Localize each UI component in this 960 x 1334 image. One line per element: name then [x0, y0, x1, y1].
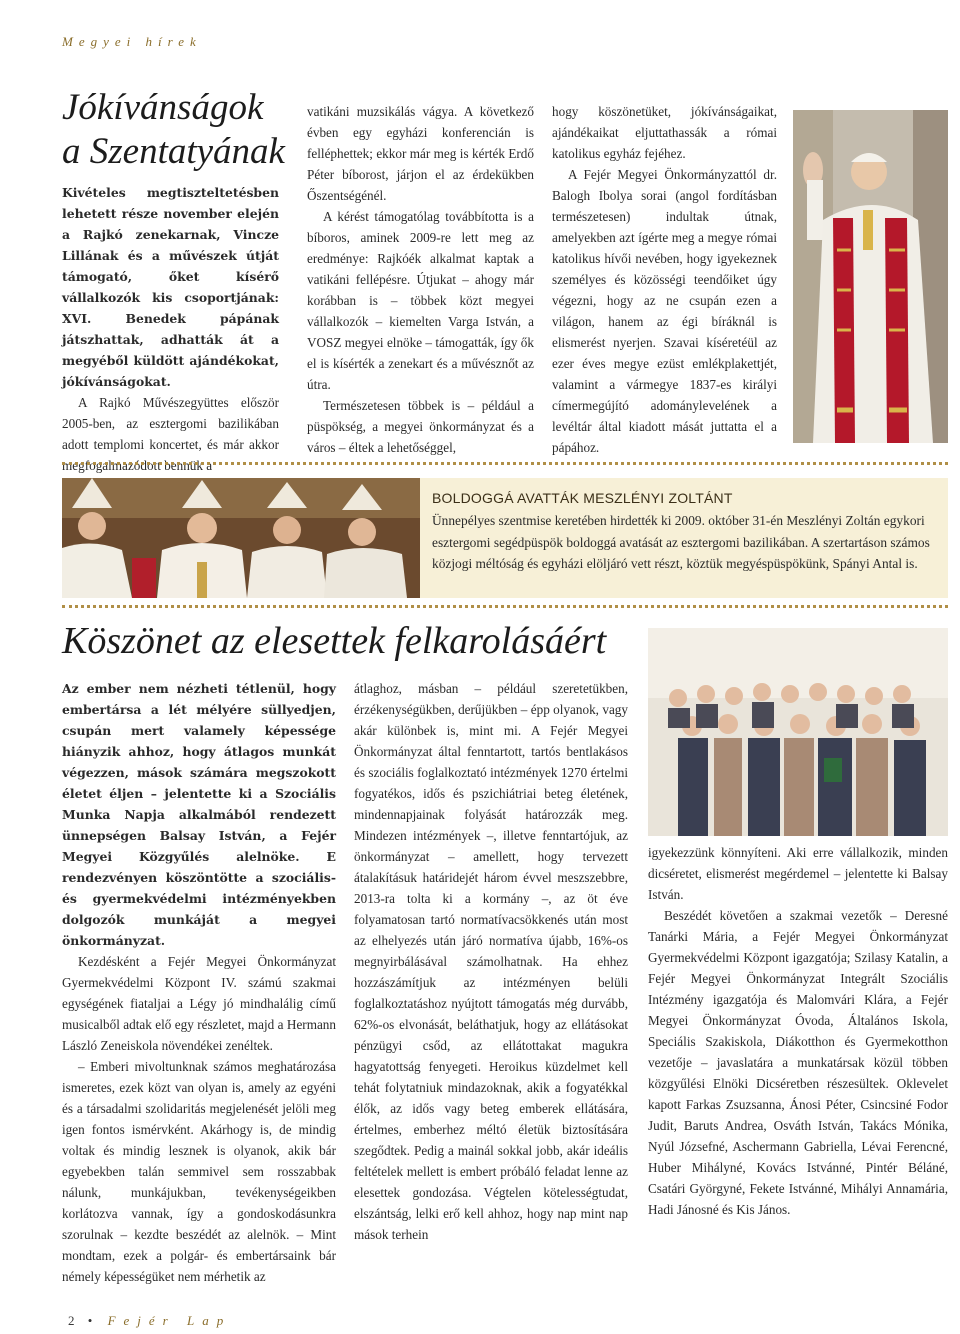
page-number: 2 [68, 1313, 75, 1328]
article-title-pope [62, 86, 292, 174]
footer-separator: • [87, 1313, 93, 1328]
article2-paragraph: átlaghoz, másban – például szeretetükben, érzékenységükben, derűjükben – épp olyanok, vagy akár különbek is, mint mi. A Fejér Megyei Önkormányzat által fenntartott, tartós bentlakásos és szociális foglalkoztató intézmények 1270 értelmi fogyatékos, idős és pszichiátriai beteg életének, mindennapjainak folyását határozzák meg. Mindezen intézmények –, illetve fenntartójuk, az önkormányzat – amellett, hogy tervezett átalakításuk határidejét három évvel meszszebbre, 2013-ra tolta ki a kormány –, az öt éve folyamatosan tartó normatívacsökkenés után most az elhelyezés után járó normatíva újabb, 16%-os megnyirbálásával számolhatnak. Ha ehhez hozzászámítjuk az intézményen belüli foglalkoztatáshoz nyújtott támogatás még durvább, 62%-os elvonását, beláthatjuk, hogy az ellátásokat pénzügyi csőd, az ellátottakat magukra hagyatottság fenyegeti. Heroikus küzdelmet kell tehát folytatniuk mindazoknak, akik a fogyatékkal élők, az idős vagy beteg emberek ellátására, értelmes, emberhez méltó életük biztosítására szegődtek. Pedig a mainál sokkal jobb, akár ideális feltételek mellett is embert próbáló feladat lenne az elesettek gondozása. Végtelen kötelességtudat, elszántság, lelki erő kell ahhoz, hogy nap mint nap mások terhein [354, 681, 628, 1242]
title-line-1: Jókívánságok [62, 87, 264, 128]
article1-column-3 [552, 101, 777, 458]
article1-lead: Kivételes megtiszteltetésben lehetett része november elején a Rajkó zenekarnak, Vincze Lillának és a művészek útját támogató, őket kísérő vállalkozók kis csoportjának: XVI. Benedek pápának játszhattak, adhatták át a megyéből küldött ajándékokat, jókívánságokat. [62, 185, 279, 389]
article2-column-3 [648, 842, 948, 1220]
bishops-photo [62, 478, 420, 598]
article1-paragraph: A kérést támogatólag továbbította is a bíboros, aminek 2009-re lett meg az eredménye: Rajkóék alkalmat kaptak a vatikáni fellépésre. Útjukat – ahogy már korábban is – többek közt megyei vállalkozók – kiemelten Varga István, a VOSZ megyei elnöke – támogatták, így ők el is kísérték a zenekart és a művésznőt az útra. [307, 209, 534, 392]
bishops-illustration [62, 478, 420, 598]
page-footer [68, 1313, 231, 1329]
article1-paragraph: hogy köszönetüket, jókívánságaikat, ajándékaikat eljuttathassák a római katolikus egyház fejéhez. [552, 104, 777, 161]
article2-column-1 [62, 678, 336, 1287]
article2-paragraph: Beszédét követően a szakmai vezetők – Deresné Tanárki Mária, a Fejér Megyei Önkormányzat Gyermekvédelmi Központ igazgatója; Szilasy Katalin, a Fejér Megyei Önkormányzat Integrált Szociális Intézmény igazgatója és Malomvári Klára, a Fejér Megyei Önkormányzat Óvoda, Általános Iskola, Speciális Szakiskola, Diákotthon és Gyermekotthon vezetője – javaslatára a munkatársak közül többen közgyűlési Elnöki Dicséretben részesültek. Oklevelet kapott Farkas Zsuzsanna, Ánosi Péter, Csincsiné Fodor Judit, Baruts Andrea, Osváth István, Takács Mónika, Nyúl Józsefné, Aschermann Gabriella, Lévai Ferencné, Huber Mihályné, Kovács Istvánné, Pintér Béláné, Csatári Györgyné, Fekete Istvánné, Mihályi Annamária, Hadi Jánosné és Kis János. [648, 908, 948, 1217]
publication-name: Fejér Lap [107, 1313, 232, 1328]
pope-photo [793, 110, 948, 443]
pope-figure-illustration [793, 110, 948, 443]
news-box-title: BOLDOGGÁ AVATTÁK MESZLÉNYI ZOLTÁNT [432, 490, 733, 506]
title-line-2: a Szentatyának [62, 131, 285, 172]
article1-paragraph: vatikáni muzsikálás vágya. A következő évben egy egyházi konferencián is felléphettek; ekkor már meg is kérték Erdő Péter bíborost, járjon el az érdekükben Őszentségénél. [307, 104, 534, 203]
article2-lead: Az ember nem nézheti tétlenül, hogy embertársa a lét mélyére süllyedjen, csupán mert valamely képessége hiányzik ahhoz, hogy átlagos munkát végezzen, mások számára megszokott életet éljen – jelentette ki a Szociális Munka Napja alkalmából rendezett ünnepségen Balsay István, a Fejér Megyei Közgyűlés alelnöke. E rendezvényen köszöntötte a szociális- és gyermekvédelmi intézményekben dolgozók munkáját a megyei önkormányzat. [62, 681, 336, 948]
section-label: Megyei hírek [62, 34, 202, 49]
news-box-text: Ünnepélyes szentmise keretében hirdették ki 2009. október 31-én Meszlényi Zoltán egykori esztergomi segédpüspök boldoggá avatását az esztergomi bazilikában. A szertartáson számos közjogi méltóság és egyházi elöljáró vett részt, köztük megyéspüspökünk, Spányi Antal is. [432, 513, 930, 571]
article1-column-2 [307, 101, 534, 458]
section-divider [62, 462, 948, 465]
article2-paragraph: igyekezzünk könnyíteni. Aki erre vállalkozik, minden dicséretet, elismerést megérdemel – jelentette ki Balsay István. [648, 845, 948, 902]
article1-paragraph: A Fejér Megyei Önkormányzattól dr. Balogh Ibolya sorai (angol fordításban természetesen) indultak útnak, amelyekben azt ígérte meg a megye római katolikus hívői nevében, hogy igyekeznek személyes és közösségi teendőiket úgy végezni, hogy az ne csupán ezen a világon, hanem az égi bíráknál is elismerést nyerjen. Szavai kíséretéül az ezer éves megye ezüst emlékplakettjét, valamint a vármegye 1837-es királyi címermegújító adománylevelének a levéltár által kiadott mását juttatta el a pápához. [552, 167, 777, 455]
group-photo [648, 628, 948, 836]
group-illustration [648, 628, 948, 836]
article2-column-2 [354, 678, 628, 1245]
article1-column-1 [62, 182, 279, 476]
article-title-thanks: Köszönet az elesettek felkarolásáért [62, 620, 607, 662]
article2-paragraph: Kezdésként a Fejér Megyei Önkormányzat Gyermekvédelmi Központ IV. számú szakmai egységének fiataljai a Légy jó mindhalálig című musicalből adtak elő egy részletet, majd a Hermann László Zeneiskola növendékei zenéltek. [62, 954, 336, 1053]
article1-paragraph: Természetesen többek is – például a püspökség, a megyei önkormányzat és a város – éltek a lehetőséggel, [307, 398, 534, 455]
article2-paragraph: – Emberi mivoltunknak számos meghatározása ismeretes, ezek közt van olyan is, amely az egyéni és a társadalmi szolidaritás megjelenését jelöli meg igen fontos ismérvként. Akárhogy is, de mindig voltak és mindig lesznek is olyanok, akik bár egyebekben talán semmivel sem rosszabbak nálunk, munkájukban, tevékenységeikben korlátozva vannak, így a gondoskodásunkra szorulnak – kezdte beszédét az alelnök. – Mint mondtam, ezek a polgár- és embertársaink bár némely képességüket nem mérhetik az [62, 1059, 336, 1284]
section-divider [62, 605, 948, 608]
news-box [420, 478, 948, 598]
article1-paragraph: A Rajkó Művészegyüttes először 2005-ben, az esztergomi bazilikában adott templomi koncertet, és már akkor megfogalmazódott bennük a [62, 395, 279, 473]
